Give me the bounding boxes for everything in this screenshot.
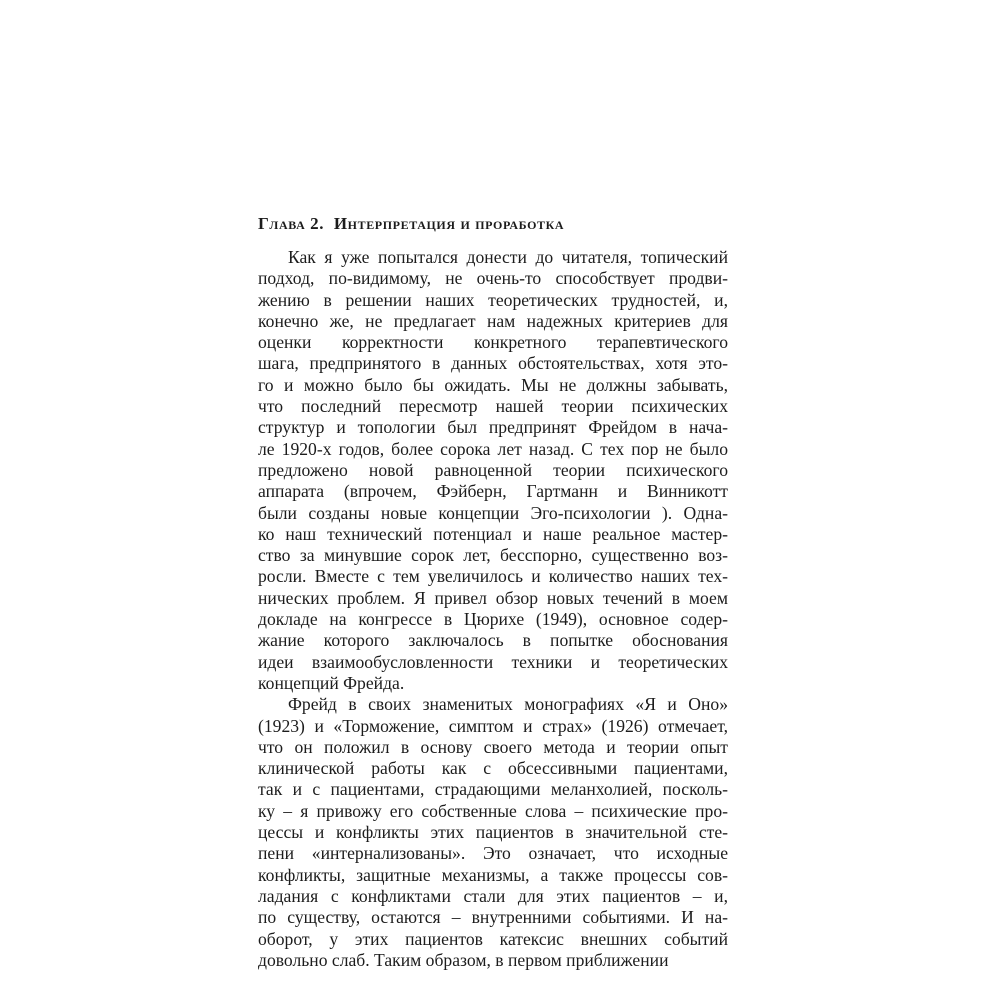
text-line: довольно слаб. Таким образом, в первом приближении bbox=[258, 949, 669, 970]
paragraph bbox=[258, 247, 728, 694]
text-line: оценки корректности конкретного терапевтического bbox=[258, 332, 728, 353]
text-line: что последний пересмотр нашей теории психических bbox=[258, 396, 728, 417]
text-line: ладания с конфликтами стали для этих пациентов – и, bbox=[258, 885, 728, 906]
text-line: го и можно было бы ожидать. Мы не должны забывать, bbox=[258, 374, 728, 395]
text-line: цессы и конфликты этих пациентов в значительной сте- bbox=[258, 822, 728, 843]
text-line: ку – я привожу его собственные слова – психические про- bbox=[258, 800, 728, 821]
text-line: росли. Вместе с тем увеличилось и количество наших тех- bbox=[258, 566, 728, 587]
text-line: что он положил в основу своего метода и теории опыт bbox=[258, 736, 728, 757]
text-line: предложено новой равноценной теории психического bbox=[258, 459, 728, 480]
text-line: нических проблем. Я привел обзор новых течений в моем bbox=[258, 587, 728, 608]
chapter-heading bbox=[258, 212, 728, 236]
text-line: подход, по-видимому, не очень-то способствует продви- bbox=[258, 268, 728, 289]
text-line: по существу, остаются – внутренними событиями. И на- bbox=[258, 907, 728, 928]
text-line: ко наш технический потенциал и наше реальное мастер- bbox=[258, 523, 728, 544]
paragraph bbox=[258, 694, 728, 971]
text-line: были созданы новые концепции Эго-психологии ). Одна- bbox=[258, 502, 728, 523]
book-page bbox=[258, 212, 728, 971]
chapter-label: Глава 2. bbox=[258, 214, 325, 233]
text-line: структур и топологии был предпринят Фрейдом в нача- bbox=[258, 417, 728, 438]
text-line: ство за минувшие сорок лет, бесспорно, существенно воз- bbox=[258, 545, 728, 566]
text-line: жание которого заключалось в попытке обоснования bbox=[258, 630, 728, 651]
text-line: так и с пациентами, страдающими меланхолией, посколь- bbox=[258, 779, 728, 800]
text-line: идеи взаимообусловленности техники и теоретических bbox=[258, 651, 728, 672]
body-text bbox=[258, 247, 728, 971]
text-line: жению в решении наших теоретических трудностей, и, bbox=[258, 289, 728, 310]
text-line: докладе на конгрессе в Цюрихе (1949), основное содер- bbox=[258, 609, 728, 630]
text-line: конфликты, защитные механизмы, а также процессы сов- bbox=[258, 864, 728, 885]
text-line: ле 1920-х годов, более сорока лет назад. С тех пор не было bbox=[258, 438, 728, 459]
text-line: пени «интернализованы». Это означает, что исходные bbox=[258, 843, 728, 864]
text-line: Как я уже попытался донести до читателя, топический bbox=[288, 247, 728, 267]
text-line: оборот, у этих пациентов катексис внешних событий bbox=[258, 928, 728, 949]
text-line: Фрейд в своих знаменитых монографиях «Я и Оно» bbox=[288, 694, 728, 715]
text-line: конечно же, не предлагает нам надежных критериев для bbox=[258, 310, 728, 331]
text-line: концепций Фрейда. bbox=[258, 672, 405, 693]
chapter-title: Интерпретация и проработка bbox=[333, 214, 565, 233]
text-line: клинической работы как с обсессивными пациентами, bbox=[258, 758, 728, 779]
text-line: (1923) и «Торможение, симптом и страх» (1926) отмечает, bbox=[258, 715, 728, 736]
text-line: аппарата (впрочем, Фэйберн, Гартманн и Винникотт bbox=[258, 481, 728, 502]
text-line: шага, предпринятого в данных обстоятельствах, хотя это- bbox=[258, 353, 728, 374]
